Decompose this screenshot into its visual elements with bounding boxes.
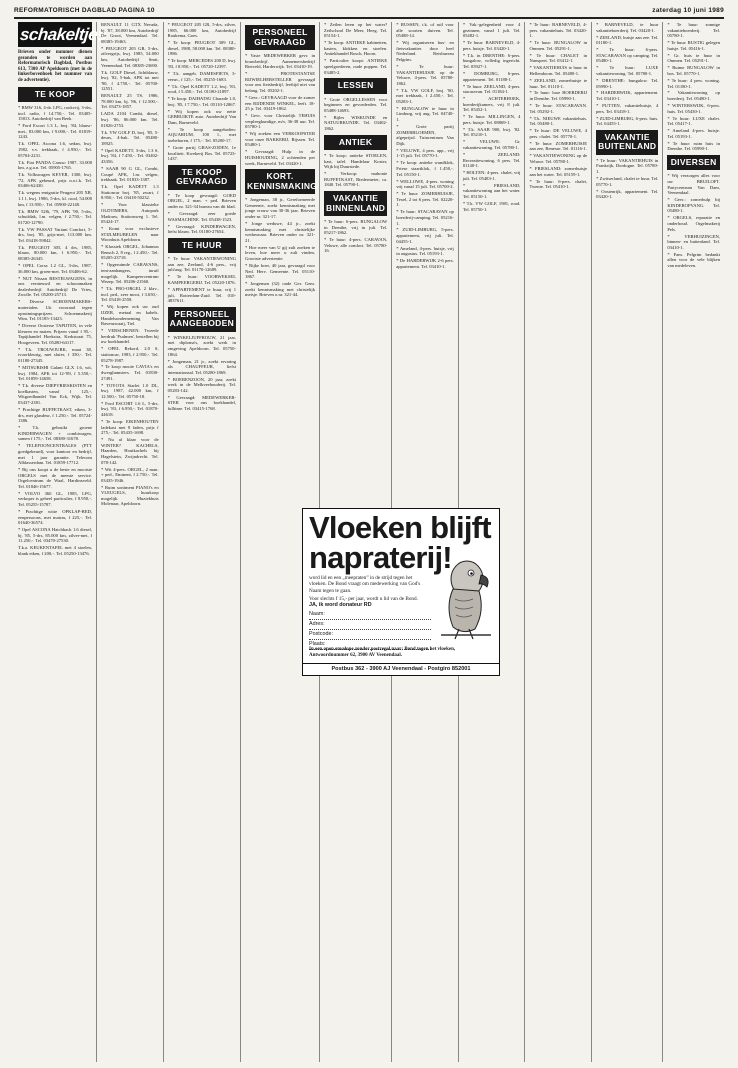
- classified-ad: * Te huur: DE VELUWE, 4 pers. chalet. Tel. 05770-1.: [529, 128, 588, 139]
- classified-ad: * Te huur: ZEELAND, 4-pers. stacaravan. Tel. 01184-1.: [462, 83, 521, 95]
- classified-ad: * BUNGALOW te huur in Limburg, vrij aug. Tel. 04740-1.: [396, 105, 454, 123]
- classified-ad: * APPARTEMENT te huur, vrij 1 juli, Rotterdam-Zuid. Tel. 010-4837611.: [167, 286, 237, 304]
- classified-ad: * Rijke boer, 40 jaar, gevraagd voor Ned. Herv. Gemeente. Tel. 05110-1867.: [245, 262, 316, 280]
- classified-ad: * Te huur: LUXE vakantiewoning. Tel. 05780-1.: [596, 65, 659, 76]
- classified-ad: * BARNEVELD, te huur vakantieboerderij. Tel. 03420-1.: [596, 22, 659, 33]
- ads-block: [245, 197, 315, 298]
- ads-block: [667, 22, 720, 152]
- classified-ad: * TOYOTA Starlet 1.0 DL, bwj. 1987, 42.000 km, f 12.500,-. Tel. 05750-18.: [101, 382, 159, 399]
- classified-ad: * T.k. VW GOLF, 1981, rood. Tel. 05750-1.: [462, 200, 521, 212]
- classified-ad: * Te huur: ZOMERHUISJE, Texel, 2 tot 6 pers. Tel. 02220-1.: [396, 191, 454, 208]
- classified-ad: * Te huur: STACARAVAN. Tel. 05292-1.: [529, 103, 588, 114]
- column-3: [164, 22, 241, 1062]
- classified-ad: * Te huur: 6-pers. STACARAVAN op camping. Tel. 05480-1.: [596, 47, 659, 64]
- classified-ad: T.k. Volkswagen KEVER, 1300, bwj. '72, APK gekeurd, prijs n.o.t.k. Tel. 03406-62430.: [18, 172, 92, 189]
- classified-ad: * Te koop: DAIHATSU Charade 1.0, bwj. '85, f 7.750,-. Tel. 05110-12867.: [167, 96, 237, 107]
- classified-ad: * ZEELAND: Recreatiewoning, 6 pers. Tel. 01140-1.: [462, 151, 521, 169]
- header-rule: [14, 17, 724, 19]
- classified-ad: * VAKANTIEWONING op de Veluwe. Tel. 05780-1.: [529, 153, 588, 164]
- ads-block: [245, 53, 315, 166]
- classified-ad: * ZUID-LIMBURG, 6-pers. huis. Tel. 04455-1.: [596, 115, 659, 127]
- classified-ad: * Gevraagd: MEDEWERKER-STER voor ons boekhandel, fulltime. Tel. 03415-1768.: [167, 394, 237, 412]
- classified-ad: * Te huur: 4-pers. CARAVAN, Veluwe, alle comfort. Tel. 05780-16.: [324, 237, 388, 254]
- ads-block: [529, 22, 587, 190]
- classified-ad: T.k. wegens emigratie Peugeot 205 XR, 1.1 l, bwj. 1986, 5-drs, kl. rood, 54.000 km, f 13.950,-. Tel. 05900-22148.: [18, 190, 92, 207]
- form-title: JA, ik word donateur RD: [309, 602, 372, 608]
- ads-block: [463, 22, 521, 212]
- donor-form: [309, 601, 431, 650]
- classified-ad: * T.k. diverse DIEPVRIESKISTEN en koelkasten, vanaf f 125,-. Witgoedhandel Van Eck, Wijk. Tel. 03437-2381.: [18, 383, 92, 406]
- classified-ad: * Te huur: CHALET in Nunspeet. Tel. 03412-1.: [529, 52, 588, 64]
- section-intro: Brieven onder nummer dienen gezonden te worden aan Reformatorisch Dagblad, Postbus 613, 7300 AP Apeldoorn (met in de linkerbovenhoek het nummer van de advertentie).: [18, 50, 92, 83]
- classified-ad: * Te huur: ZOMERHUISJE aan zee, Renesse. Tel. 01116-1.: [529, 140, 588, 152]
- classified-ad: * Oostenrijk, appartement. Tel. 03420-1.: [596, 188, 659, 200]
- classified-ad: * Particulier koopt: ANTIEKE speelgoederen, oude poppen. Tel. 03485-2.: [324, 58, 388, 75]
- classified-ad: * PEUGEOT 205 GR, 5-drs, zilvergrijs, bwj. 1985, 54.000 km, Autobedrijf Smit, Veenendaal. Tel. 08385-23690.: [101, 45, 159, 68]
- classified-ad: * Gevraagd: KINDERWAGEN, liefst blauw. Tel. 01180-27654.: [167, 223, 237, 235]
- classified-ad: * Wij organiseren bus- en fietsvakanties door heel Nederland. Reisbureau Pelgrim.: [396, 40, 454, 62]
- classified-ad: * Diverse SCHOENMAKERS-materialen. Uit voorraad tegen opruimingsprijzen. Schoenmakerij Wim. Tel. 01185-13423.: [18, 299, 92, 322]
- classified-ad: * Te koop: EIKENHOUTEN ladekast met 8 laden, prijs f 275,-. Tel. 05435-1698.: [101, 419, 159, 436]
- classified-ad: * T.k. in DRENTHE: 6-pers. bungalow, volledig ingericht. Tel. 05927-1.: [462, 52, 521, 69]
- classified-ad: * VERHUIZINGEN, binnen- en buitenland. Tel. 03410-1.: [667, 233, 720, 250]
- classified-ad: * Te huur: VAKANTIEWONING aan zee, Zeeland, 4-6 pers., vrij juli/aug. Tel. 01170-12689.: [167, 256, 237, 273]
- classified-ad: T.k. GOLF Diesel, lichtblauw, bwj. '82, 5-bak, APK tot mei '90, f 4.750,-. Tel. 05700-12551.: [101, 69, 159, 92]
- classified-ad: * Opel KADETT, 3-drs, 1.3 S, bwj. '84, f 7.450,-. Tel. 03402-43356.: [101, 147, 159, 164]
- classified-ad: * Grote ORGELLESSEN voor beginners en gevorderden. Tel. 05488-14693.: [324, 96, 388, 113]
- classified-ad: * PUTTEN, vakantiehuisje, 4 pers. Tel. 03418-1.: [596, 103, 659, 114]
- classified-ad: T.k. VW PASSAT Variant Comfort, 5-drs, bwj. '85, grijs-met, 113.000 km. Tel. 03418-59842.: [18, 226, 92, 243]
- ad-body-line: word lid en een „meepraten” in de strijd tegen het vloeken. De Bond vraagt om medewerking van God's Naam tegen te gaan.: [309, 575, 421, 594]
- rubric-heading-vakantie-binnenland: VAKANTIE BINNENLAND: [324, 191, 387, 216]
- ad-body: [303, 575, 437, 603]
- classified-ad: * VELUWE, 4 pers. app., vrij 1-15 juli. Tel. 05770-1.: [396, 147, 454, 159]
- classified-ad: LADA 2104 Combi, diesel, bwj. '86, 86.000 km. Tel. 01826-2753.: [101, 111, 159, 128]
- column-2: [97, 22, 164, 1062]
- classified-ad: * FRIESLAND: zomerhuisje aan het water. Tel. 05159-1.: [529, 165, 588, 177]
- classified-ad: * T.k. NIEUWE vakantiehuis. Tel. 05480-1.: [529, 115, 588, 127]
- ads-block: [168, 256, 236, 304]
- form-field-postcode[interactable]: Postcode:: [309, 630, 431, 640]
- classified-ad: * Ruim sortiment PIANO's en VLEUGELS, huurkoop mogelijk. Muziekhuis Molenaar, Apeldoorn.: [101, 484, 159, 507]
- classified-ad: * Te huur: 6-pers. BUNGALOW in Drenthe, vrij in juli. Tel. 05217-1862.: [324, 219, 388, 236]
- classified-ad: * Ameland, 4-pers. huisje, vrij in augustus. Tel. 05193-1.: [396, 245, 454, 257]
- classified-ad: * T.k. SAAB 900, bwj. '82. Tel. 05210-1.: [462, 126, 521, 138]
- anti-swearing-advertisement: [302, 508, 500, 676]
- classified-ad: T.k.a. KEUKENTAFEL met 4 stoelen, blank eiken, f 200,-. Tel. 05250-13476.: [18, 545, 92, 556]
- classified-ad: * Prachtige witte OPKLAP-BED, eenpersoons, met matras, f 225,-. Tel. 01640-36574.: [18, 509, 92, 526]
- rubric-heading-lessen: LESSEN: [324, 78, 387, 94]
- ads-block: [324, 219, 387, 254]
- classified-ad: * DRENTHE: bungalow. Tel. 05990-1.: [596, 77, 659, 89]
- classified-ad: * T.k. PRO-ORGEL 2 klav., incl. ped., zeer mooi, f 3.650,-. Tel. 03418-2558.: [101, 286, 159, 303]
- classified-ad: * Wij verzorgen alles voor uw BRUILOFT. Partycentrum Van Dam, Veenendaal.: [667, 173, 720, 196]
- classified-ad: * Te koop: antieke STOELEN, kast, tafel. Handelaar Koster, Wijk bij Duurstede.: [324, 153, 388, 170]
- ads-block: [101, 22, 159, 507]
- classified-ad: * WINTERSWIJK, 6-pers. huis. Tel. 05430-1.: [667, 103, 720, 114]
- rubric-heading-vakantie-buitenland: VAKANTIE BUITENLAND: [596, 130, 658, 155]
- classified-ad: * Grote partij ZOMERBLOEMEN, afgeprijsd. Tuincentrum Van Dijk.: [396, 124, 454, 146]
- classified-ad: * Te koop aangeboden: AQUARIUM, 100 l., met toebehoren, f 175,-. Tel. 05200-17.: [167, 126, 237, 144]
- classified-ad: * Te koop gevraagd: GOED ORGEL, 2 man. + ped. Brieven onder nr. 321-34 bureau van dit blad.: [167, 192, 237, 209]
- classified-ad: * Te koop: MERCEDES 200 D, bwj. '83, f 8.950,-. Tel. 05720-12397.: [167, 58, 237, 69]
- classified-ad: * Te koop: antieke wandklok, Friese staartklok, f 1.450,-. Tel. 05150-1.: [396, 160, 454, 177]
- classified-ad: * Prachtige BUFFETKAST, eiken, 3-drs, met glasdeur, f 1.250,-. Tel. 05724-1386.: [18, 407, 92, 424]
- ads-block: [18, 105, 92, 557]
- classified-ad: * Wij kopen ook uw nette GEBRUIKTE auto. Autobedrijf Van Dam, Barneveld.: [167, 108, 237, 125]
- classified-ad: * Ford ESCORT 1.6 L, 5-drs, bwj. '83, f 6.950,-. Tel. 01870-44618.: [101, 400, 159, 418]
- ads-block: [396, 22, 454, 159]
- classified-ad: * DOMBURG, 6-pers. appartement. Tel. 01188-1.: [462, 70, 521, 82]
- classified-ad: * Te huur: MILLINGEN, 4 pers. huisje. Tel. 08869-1.: [462, 114, 521, 125]
- rubric-heading-kerkmuziek: KORT. KENNISMAKING: [245, 169, 315, 194]
- classified-ad: * Vak.-gelegenheid voor 4 gezinnen, vanaf 1 juli. Tel. 05482-1.: [462, 22, 521, 39]
- classified-ad: * Te koop: ANTIEKE kabinetten, kasten, klokken en stoelen. Antiekhandel Bosch, Hoorn.: [324, 40, 388, 57]
- form-field-address[interactable]: Adres:: [309, 620, 431, 630]
- classified-ad: * Jongeman, 21 jr., zoekt ervaring als CHAUFFEUR, liefst internationaal. Tel. 05280-1869.: [167, 358, 237, 375]
- form-field-name[interactable]: Naam:: [309, 610, 431, 620]
- column-10: [663, 22, 724, 1062]
- classified-ad: * BMW 316, 4-dr. LPG, rookvrij, 3-drs, incl. radio, f 14.750,-. Tel. 03405-15813. Autobedrijf van Beek.: [18, 105, 92, 122]
- classified-ad: * Te huur: zonnige vakantieboerderij. Tel. 05780-1.: [667, 22, 720, 39]
- classified-ad: * NUT Nissan BESTELWAGENS, in ons vernieuwd en schoonmaken dealerbedrijf. Autobedrijf De Vries, Zwolle. Tel. 05200-25713.: [18, 275, 92, 298]
- ad-instructions: In een open envelope zonder postzegel naar: Bond tegen het vloeken, Antwoordnummer 62, 3900 AV Veenendaal.: [309, 647, 456, 658]
- classified-ad: * Ameland 4-pers. huisje. Tel. 05193-1.: [667, 128, 720, 139]
- column-1: [14, 22, 108, 1062]
- ads-block: [667, 173, 720, 268]
- classified-ad: * Te huur: LUXE chalet. Tel. 05417-1.: [667, 115, 720, 127]
- rubric-heading-antiek: ANTIEK: [324, 135, 387, 151]
- classified-ad: * RUSSEN, t.k. of ruil voor alle soorten duiven. Tel. 05488-14.: [396, 22, 454, 39]
- classified-ad: * Opel ASCONA Hatchback 1.6 diesel, bj. '85, 5-drs, 85.000 km, zilver-met, f 11.250,-. Tel. 03470-27530.: [18, 527, 92, 544]
- classified-ad: * ACHTERHOEK, boerderijkamers, vrij 8 juli. Tel. 05452-1.: [462, 96, 521, 113]
- parrot-illustration-icon: [433, 549, 495, 641]
- classified-ad: RENAULT 25 TS, 1986, 78.000 km, bj. '86, f 12.500,-. Tel. 03473-1857.: [101, 93, 159, 110]
- rubric-heading-diversen: DIVERSEN: [667, 155, 720, 171]
- classified-ad: * Te huur: 4 pers. woning. Tel. 01180-1.: [667, 77, 720, 89]
- classified-ad: * Diverse Oosterse TAPIJTEN, in vele kleuren en maten. Prijzen vanaf f 95,-. Tapijthandel Hoekstra, Kerkstraat 75, Hoogeveen. Tel. 05280-64117.: [18, 323, 92, 345]
- rubric-heading-personeel-gevraagd: PERSONEEL GEVRAAGD: [245, 25, 315, 50]
- ads-block: [324, 22, 387, 75]
- ads-block: [324, 153, 387, 188]
- classified-ad: * BOERENZOON, 20 jaar, zoekt werk in de Melkveehouderij. Tel. 05283-142.: [167, 376, 237, 393]
- classified-ad: * Gevraagd: zeer goede WASMACHINE. Tel. 05438-1523.: [167, 210, 237, 222]
- classified-ad: T.k. PEUGEOT 305, 4 drs, 1985, blauw, 80.000 km, f 6.950,-. Tel. 08385-26345.: [18, 244, 92, 262]
- rubric-heading-personeel-aangeboden: PERSONEEL AANGEBODEN: [168, 307, 236, 332]
- ads-block: [396, 160, 454, 269]
- classified-ad: * Te huur: luxe BOERDERIJ in Drenthe. Tel. 05990-1.: [529, 90, 588, 102]
- ads-block: [596, 22, 658, 127]
- classified-ad: * OPEL Rekord, 2.0 S, stationcar, 1983, f 2.950,-. Tel. 05278-1987.: [101, 346, 159, 363]
- ads-block: [168, 193, 236, 235]
- classified-ad: * VERSCHENEN: Tweede herdruk 'Psalmen', bestellen bij uw boekhandel.: [101, 328, 159, 345]
- ads-block: [596, 158, 658, 200]
- classified-ad: * Vaste MEDEWERKER gevr. in bouwbedrijf. Aannemersbedrijf Rietveld, Harderwijk. Tel. 03410-19.: [245, 53, 316, 70]
- classified-ad: * Ruime BUNGALOW in bos. Tel. 05770-1.: [667, 65, 720, 76]
- classified-ad: * Te huur: RUSTIG gelegen huisje. Tel. 05416-1.: [667, 40, 720, 51]
- classified-ad: * Wit 4-pers. ORGEL, 2 man. + ped., Eminent, f 2.750,-. Tel. 03435-1946.: [101, 466, 159, 483]
- classified-ad: * Zeilen leren op het water? Zeilschool De Meer, Heeg. Tel. 05154-1.: [324, 22, 388, 39]
- classified-ad: * VOLVO 360 GL, 1985, LPG, verkoper is geheel particulier, f 8.950,-. Tel. 05255-15787.: [18, 490, 92, 508]
- classified-ad: * ZUID-LIMBURG, 5-pers. appartement, vrij juli. Tel. 04455-1.: [396, 227, 454, 244]
- newspaper-name-page: REFORMATORISCH DAGBLAD PAGINA 10: [14, 6, 155, 14]
- classified-ad: * Wij kopen ook uw oud IJZER, metaal en kabels. Handelsonderneming Van Ravenzwaaij, Tiel.: [101, 304, 159, 327]
- classified-ad: * Jongeman, 38 jr., Gereformeerde Gemeente, zoekt kennismaking met jonge vrouw van 30-36 jaar. Brieven onder nr. 321-17.: [245, 197, 316, 220]
- rubric-heading-te-koop: TE KOOP: [18, 87, 92, 103]
- classified-ad: * T.k. gebruikt groene KINDERWAGEN + combiwagen, samen f 175,-. Tel. 08380-31678.: [18, 425, 92, 442]
- classified-ad: T.k. Opel KADETT 1.3 Stationcar bwj. '85, zwart, f 8.950,-. Tel. 03418-50232.: [101, 184, 159, 201]
- ad-footer-address: Postbus 362 - 3900 AJ Veenendaal - Postgiro 852001: [303, 663, 499, 675]
- classified-ad: * Gevraagd: Hulp in de HUISHOUDING, 2 ochtenden per week, Barneveld. Tel. 03420-1.: [245, 149, 316, 166]
- classified-ad: * HARDERWIJK, appartement. Tel. 03410-1.: [596, 90, 659, 102]
- ad-body-line: Voor slechts f 15,- per jaar, wordt u lid van de Bond.: [309, 596, 418, 603]
- classified-ad: * Fam. Pelgrim bedankt allen voor de vele blijken van medeleven.: [667, 251, 720, 268]
- classified-ad: * Grote partij GRAS-ZODEN, 1e kwaliteit. Kwekerij Bos. Tel. 05723-1437.: [167, 145, 237, 162]
- classified-ad: * Vakantiewoning op boerderij. Tel. 05480-1.: [667, 90, 720, 102]
- classified-ad: * Opgeruimde CARAVANS, tent-aanhangers, inruil mogelijk. Kampeercentrum Wezep. Tel. 05206-21560.: [101, 262, 159, 285]
- classified-ad: * Ford Escort 1.3 L, bwj. '84, blauw-met., 83.000 km, f 9.000,-. Tel. 01819-1243.: [18, 123, 92, 140]
- classified-ad: RENAULT 11 GTX Nevada, bj. '87, 38.000 km, Autobedrijf De Groot, Veenendaal. Tel. 08385-19463.: [101, 22, 159, 44]
- classified-ad: * T.k. TROUWJURK, maat 38, ivoorkleurig, met sluier, f 350,-. Tel. 01180-27345.: [18, 346, 92, 364]
- classified-ad: * ORGELS, reparatie en onderhoud. Orgelmakerij Pels.: [667, 215, 720, 232]
- classified-ad: * Hoe meer van U gij zult zoeken te leven, hoe meer u zult vinden, Grootste advertentie.: [245, 244, 316, 261]
- classified-ad: T.k. OPEL Ascona 1.6, sedan, bwj. 1982, v.v. trekhaak, f 4.950,-. Tel. 05704-2231.: [18, 141, 92, 158]
- classified-ad: * Te huur: BUNGALOW in Ommen. Tel. 05291-1.: [529, 40, 588, 51]
- classified-ad: * Te koop mooie CAVIA's en dwerghamsters. Tel. 01830-27491.: [101, 364, 159, 381]
- form-field-city[interactable]: Plaats:: [309, 640, 431, 650]
- schakeltjes-masthead: [18, 22, 108, 47]
- classified-ad: * Te huur: VAKANTIEHUIS in Frankrijk, Dordogne. Tel. 05780-1.: [596, 157, 659, 175]
- classified-ad: * T.k. Opel KADETT 1.2, bwj. '83, rood, f 5.450,-. Tel. 01180-21897.: [167, 83, 237, 95]
- classified-ad: * FRIESLAND, vakantiewoning aan het water. Tel. 05150-1.: [462, 182, 521, 199]
- classified-ad: * SAAB 90 G GL, Combi, Coupé APK, l.m. velgen, trekhaak. Tel. 01833-1387.: [101, 165, 159, 183]
- classified-ad: * PEUGEOT 205 GR, 5-drs, zilver, 1985, 66.000 km, Autobedrijf Roukema, Goes.: [167, 22, 237, 39]
- rubric-heading-te-koop-gevraagd: TE KOOP GEVRAAGD: [168, 165, 236, 190]
- ads-block: [324, 97, 387, 132]
- classified-ad: * MITSUBISHI Galant GLX 1.6, wit, bwj. 1984, APK tot 12-'89, f 5.350,-. Tel. 01859-14658.: [18, 365, 92, 382]
- ads-block: [168, 335, 236, 412]
- classified-ad: * Jongeman (32) oude Ger. Gem. zoekt kennismaking met christelijk meisje. Brieven o.nr. 321-44.: [245, 281, 316, 298]
- classified-ad: * Te huur: VOORWEKSEL KAMPEERGERIJ. Tel. 05220-1876.: [167, 274, 237, 285]
- classified-ad: * Gevr. voor Christelijk TEHUIS verpleegkundige, m/v, 36-38 uur. Tel. 05780-1.: [245, 113, 316, 130]
- classified-ad: * Gr. huis te huur in Ommen. Tel. 05291-1.: [667, 52, 720, 64]
- classified-ad: * Gevr.: GEVRAAGD voor de zomer een RIJDENDE WINKEL, leeft. 18-25 jr. Tel. 03419-1862.: [245, 94, 316, 112]
- section-logo: schakeltjes: [19, 25, 108, 44]
- issue-date: zaterdag 10 juni 1989: [652, 6, 724, 14]
- classified-ad: * Bijles WISKUNDE en NATUURKUNDE. Tel. 03402-1862.: [324, 114, 388, 131]
- classified-ad: * Klassiek ORGEL, Johannus Rensch 2, 8 reg., f 2.450,-. Tel. 05205-23718.: [101, 244, 159, 261]
- classified-ad: * Te huur: STACARAVAN op boerderij-camping. Tel. 05216-1.: [396, 209, 454, 226]
- classified-ad: T.k. Fiat PANDA Caruso 1987, 33.000 km, z.g.a.n. Tel. 05905-1765.: [18, 159, 92, 171]
- running-header: [14, 4, 724, 16]
- classified-ad: * PROTESTANTSE RIJWIELHERSTELLER gevraagd voor ons fietsbedrijf, leeftijd niet van belang. Tel. 05202-1.: [245, 71, 316, 93]
- classified-ad: * TELEFOONCENTRALES (PTT goedgekeurd), voor kantoor en bedrijf, met 1 jaar garantie. Telecom Alblasserdam. Tel. 01859-17712.: [18, 443, 92, 466]
- classified-ad: * Te koop: PEUGEOT 309 GL, diesel, 1988, 58.000 km. Tel. 08380-1986.: [167, 40, 237, 57]
- classified-ad: * OPEL Corsa 1.2 GL, 3-drs, 1987, 36.000 km, groen-met. Tel. 03406-62.: [18, 263, 92, 274]
- rubric-heading-te-huur: TE HUUR: [168, 238, 236, 254]
- classified-ad: * Te huur: BARNEVELD, 4-pers. huisje. Tel. 03420-1.: [462, 40, 521, 51]
- classified-ad: * T.k. VW GOLF, bwj. '80, met trekhaak, f 2.450,-. Tel. 05283-1.: [396, 87, 454, 104]
- column-9: [592, 22, 663, 1062]
- classified-ad: T.k. BMW 528i, '79, APK '90, 5-drs, schuifdak, l.m. velgen, f 2.750,-. Tel. 01720-12790.: [18, 208, 92, 225]
- classified-ad: * Jonge weduwe, 44 jr., zoekt kennismaking met christelijke weduwnaar. Brieven onder nr. 321-21.: [245, 221, 316, 243]
- classified-ad: * Zwitserland, chalet te huur. Tel. 05770-1.: [596, 176, 659, 187]
- classified-ad: * De HARDERWIJK 2-6 pers. appartement. Tel. 03410-1.: [396, 258, 454, 269]
- ad-headline: Vloeken blijft napraterij!: [309, 510, 491, 575]
- classified-ad: * Bij ons koopt u de beste en mooiste ORGELS met de meeste service. Orgelcentrum de Waal, Hardinxveld. Tel. 01846-15677.: [18, 467, 92, 489]
- classified-ad: * Nu al klaar voor de WINTER? KACHELS, Haarden, Houtkachels bij Hagelstein, Zwijndrecht. Tel. 078-142.: [101, 437, 159, 465]
- classified-ad: * Komt voor exclusieve STIJLMEUBELEN naar Woonhuis Apeldoorn.: [101, 226, 159, 243]
- classified-ad: * Te huur: BARNEVELD, 4-pers. vakantiehuis. Tel. 03420-1.: [529, 22, 588, 39]
- classified-ad: * VELUWE: Gr. vakantiewoning. Tel. 05780-1.: [462, 139, 521, 150]
- classified-ad: T.k. VW GOLF D, bwj. '85, 5-deurs, 4-bak. Tel. 05480-18925.: [101, 129, 159, 146]
- classified-ad: * Verkoop: mahonie BUFFETKAST, Biedermeier, ca. 1840. Tel. 05790-1.: [324, 171, 388, 188]
- classified-ad: * HOLTEN: 4-pers. chalet, vrij juli. Tel. 05483-1.: [462, 170, 521, 181]
- classified-ad: * ZEELAND, huisje aan zee. Tel. 01180-1.: [596, 34, 659, 46]
- classified-ad: * Te huur: 6-pers. chalet, Twente. Tel. 05410-1.: [529, 178, 588, 190]
- classified-ad: * Te huur: ruim huis in Drenthe. Tel. 05990-1.: [667, 140, 720, 152]
- classified-ad: * ZEELAND, zomerhuisje te huur. Tel. 01110-1.: [529, 77, 588, 89]
- classified-ad: * WINKELJUFFROUW, 21 jaar, met diploma's, zoekt werk in omgeving Apeldoorn. Tel. 05750-1864.: [167, 334, 237, 357]
- ads-block: [168, 22, 236, 162]
- classified-ad: * Gevr.: zomerhulp bij KINDEROPVANG. Tel. 05480-1.: [667, 197, 720, 214]
- classified-ad: * T.k. aangeb. DAMESFIETS, 3-versn., f 125,-. Tel. 05255-1683.: [167, 70, 237, 82]
- column-8: [525, 22, 592, 1062]
- classified-ad: * Te huur: VAKANTIEHUISJE op de Veluwe, 4-pers. Tel. 05780-1862.: [396, 63, 454, 86]
- classified-ad: * WELLOWE, 4-pers. woning vrij vanaf 15 juli. Tel. 05700-2.: [396, 178, 454, 190]
- classified-ad: * VAKANTIEHUIS te huur in Hellendoorn. Tel. 05480-1.: [529, 65, 588, 76]
- classified-ad: * Wij zoeken een VERKOOPSTER voor onze BAKKERIJ, Rijssen. Tel. 05480-1.: [245, 131, 316, 148]
- classified-ad: * Voor klassieke OLDTIMERS, Autopark Madouw, Stationsweg 1. Tel. 05424-17.: [101, 202, 159, 225]
